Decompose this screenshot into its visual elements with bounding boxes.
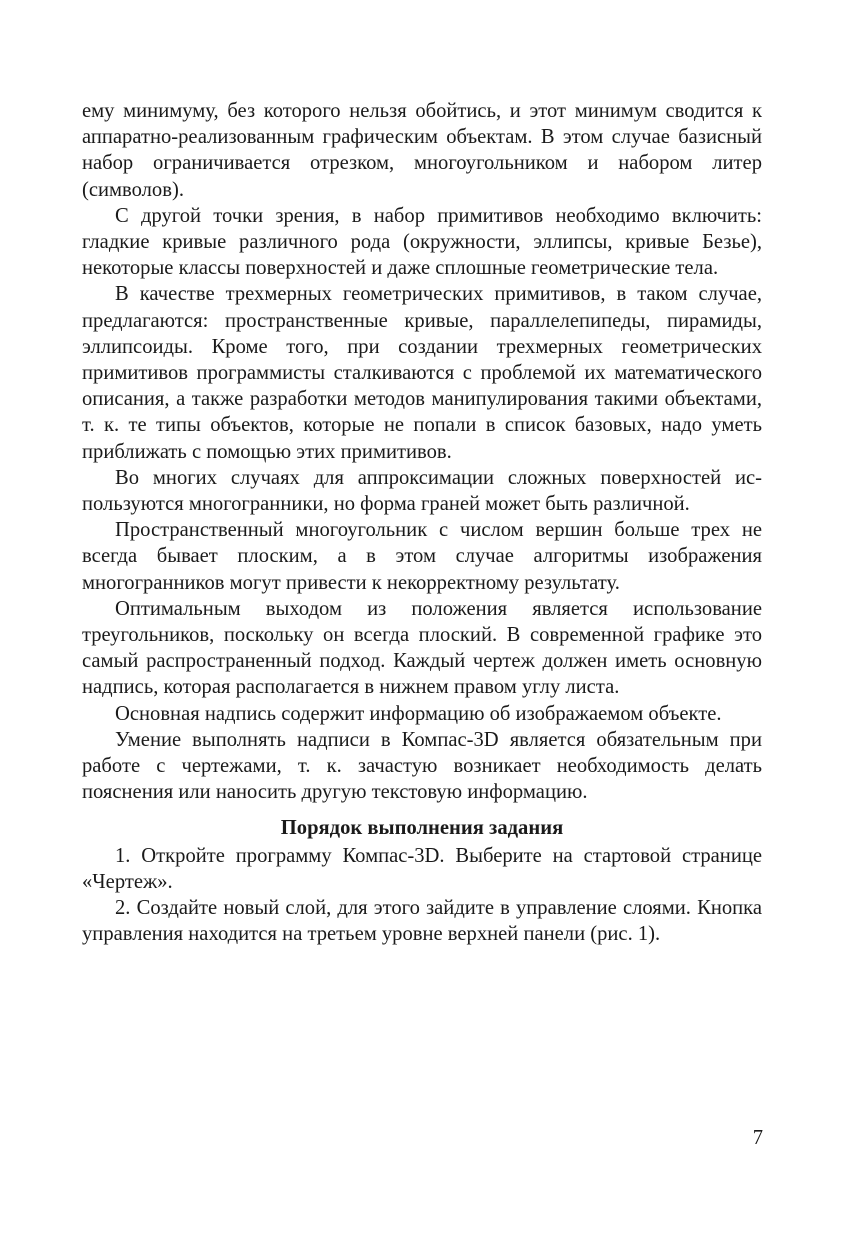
paragraph-polyhedra: Во многих случаях для аппроксимации сложных поверхностей используются многогранники, но форма граней может быть различной. xyxy=(82,466,762,516)
step-1: 1. Откройте программу Компас-3D. Выберите на стартовой странице «Чертеж». xyxy=(82,844,762,893)
paragraph-title-block: Основная надпись содержит информацию об изображаемом объекте. xyxy=(115,702,722,725)
step-2: 2. Создайте новый слой, для этого зайдите в управление слоями. Кнопка управления находится на третьем уровне верхней панели (рис. 1). xyxy=(82,897,762,946)
paragraph-spatial-polygon: Пространственный многоугольник с числом вершин больше трех не всегда бывает плоским, а в этом случае алгоритмы изображения многогранников могут привести к некорректному результату. xyxy=(82,519,762,594)
paragraph-continuation: ему минимуму, без которого нельзя обойтись, и этот минимум сводится к аппаратно-реализованным графическим объектам. В этом случае базисный набор ограничивается отрезком, многоугольником и набором литер (символов). xyxy=(82,100,762,201)
section-heading: Порядок выполнения задания xyxy=(280,817,564,840)
paragraph-3d-primitives: В качестве трехмерных геометрических примитивов, в таком случае, предлагаются: пространственные кривые, параллелепипеды, пирамиды, эллипсоиды. Кроме того, при создании трехмерных геометрических примитивов программисты сталкиваются с проблемой их математического описания, а также разработки методов манипулирования такими объектами, т. к. те типы объектов, которые не попали в список базовых, надо уметь приближать с помощью этих примитивов. xyxy=(82,283,762,463)
paragraph-triangles: Оптимальным выходом из положения является использование треугольников, поскольку он всегда плоский. В современной графике это самый распространенный подход. Каждый чертеж должен иметь основную надпись, которая располагается в нижнем правом углу листа. xyxy=(82,597,762,699)
page-body xyxy=(82,98,762,948)
paragraph-primitives-set: С другой точки зрения, в набор примитивов необходимо включить: гладкие кривые различного рода (окружности, эллипсы, кривые Безье), некоторые классы поверхностей и даже сплошные геометрические тела. xyxy=(82,204,762,280)
page-number: 7 xyxy=(752,1127,763,1149)
paragraph-kompas-labels: Умение выполнять надписи в Компас-3D является обязательным при работе с чертежами, т. к. зачастую возникает необходимость делать пояснения или наносить другую текстовую информацию. xyxy=(82,728,762,804)
